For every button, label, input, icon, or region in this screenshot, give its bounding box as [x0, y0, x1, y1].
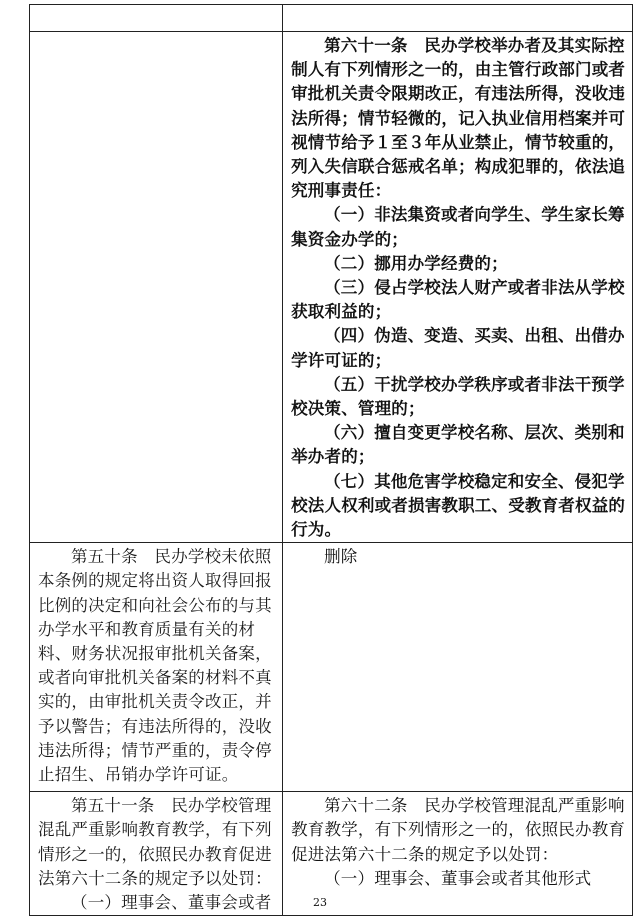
article-61-item-1: （一）非法集资或者向学生、学生家长筹集资金办学的；	[291, 205, 625, 249]
article-61-item-4: （四）伪造、变造、买卖、出租、出借办学许可证的；	[291, 326, 625, 370]
article-61-item-2: （二）挪用办学经费的；	[324, 253, 508, 273]
page-number: 23	[313, 896, 327, 909]
article-61-heading: 第六十一条 民办学校举办者及其实际控制人有下列情形之一的，由主管行政部门或者审批机关责令限期改正，有违法所得，没收违法所得；情节轻微的，记入执业信用档案并可视情节给予１至３年从业禁止，情节较重的，列入失信联合惩戒名单；构成犯罪的，依法追究刑事责任：	[291, 36, 626, 201]
article-51-item-1: （一）理事会、董事会或者	[71, 893, 272, 913]
table-row-article-50	[30, 543, 633, 792]
article-51-heading: 第五十一条 民办学校管理混乱严重影响教育教学，有下列情形之一的，依照民办教育促进法第六十二条的规定予以处罚：	[38, 796, 272, 888]
cell-old-article-50	[30, 543, 283, 792]
table-row-article-61	[30, 32, 633, 543]
cell-new-article-50	[283, 543, 633, 792]
cell-old-top	[30, 5, 283, 32]
article-61-item-3: （三）侵占学校法人财产或者非法从学校获取利益的；	[291, 278, 625, 322]
cell-new-top	[283, 5, 633, 32]
regulation-comparison-table	[29, 4, 633, 916]
cell-new-article-61	[283, 32, 633, 543]
article-61-item-5: （五）干扰学校办学秩序或者非法干预学校决策、管理的；	[291, 374, 625, 419]
deleted-label: 删除	[324, 547, 358, 567]
table-row-top	[30, 5, 633, 32]
comparison-table-container	[29, 4, 633, 916]
article-50-text: 第五十条 民办学校未依照本条例的规定将出资人取得回报比例的决定和向社会公布的与其办学水平和教育质量有关的材料、财务状况报审批机关备案，或者向审批机关备案的材料不真实的，由审批机关责令改正，并予以警告；有违法所得的，没收违法所得；情节严重的，责令停止招生、吊销办学许可证。	[38, 547, 272, 785]
article-61-item-6: （六）擅自变更学校名称、层次、类别和举办者的；	[291, 423, 625, 467]
article-61-item-7: （七）其他危害学校稳定和安全、侵犯学校法人权利或者损害教职工、受教育者权益的行为。	[291, 471, 626, 540]
article-62-item-1: （一）理事会、董事会或者其他形式	[324, 868, 592, 888]
cell-old-article-61	[30, 32, 283, 543]
article-62-heading: 第六十二条 民办学校管理混乱严重影响教育教学，有下列情形之一的，依照民办教育促进法第六十二条的规定予以处罚：	[291, 796, 626, 864]
